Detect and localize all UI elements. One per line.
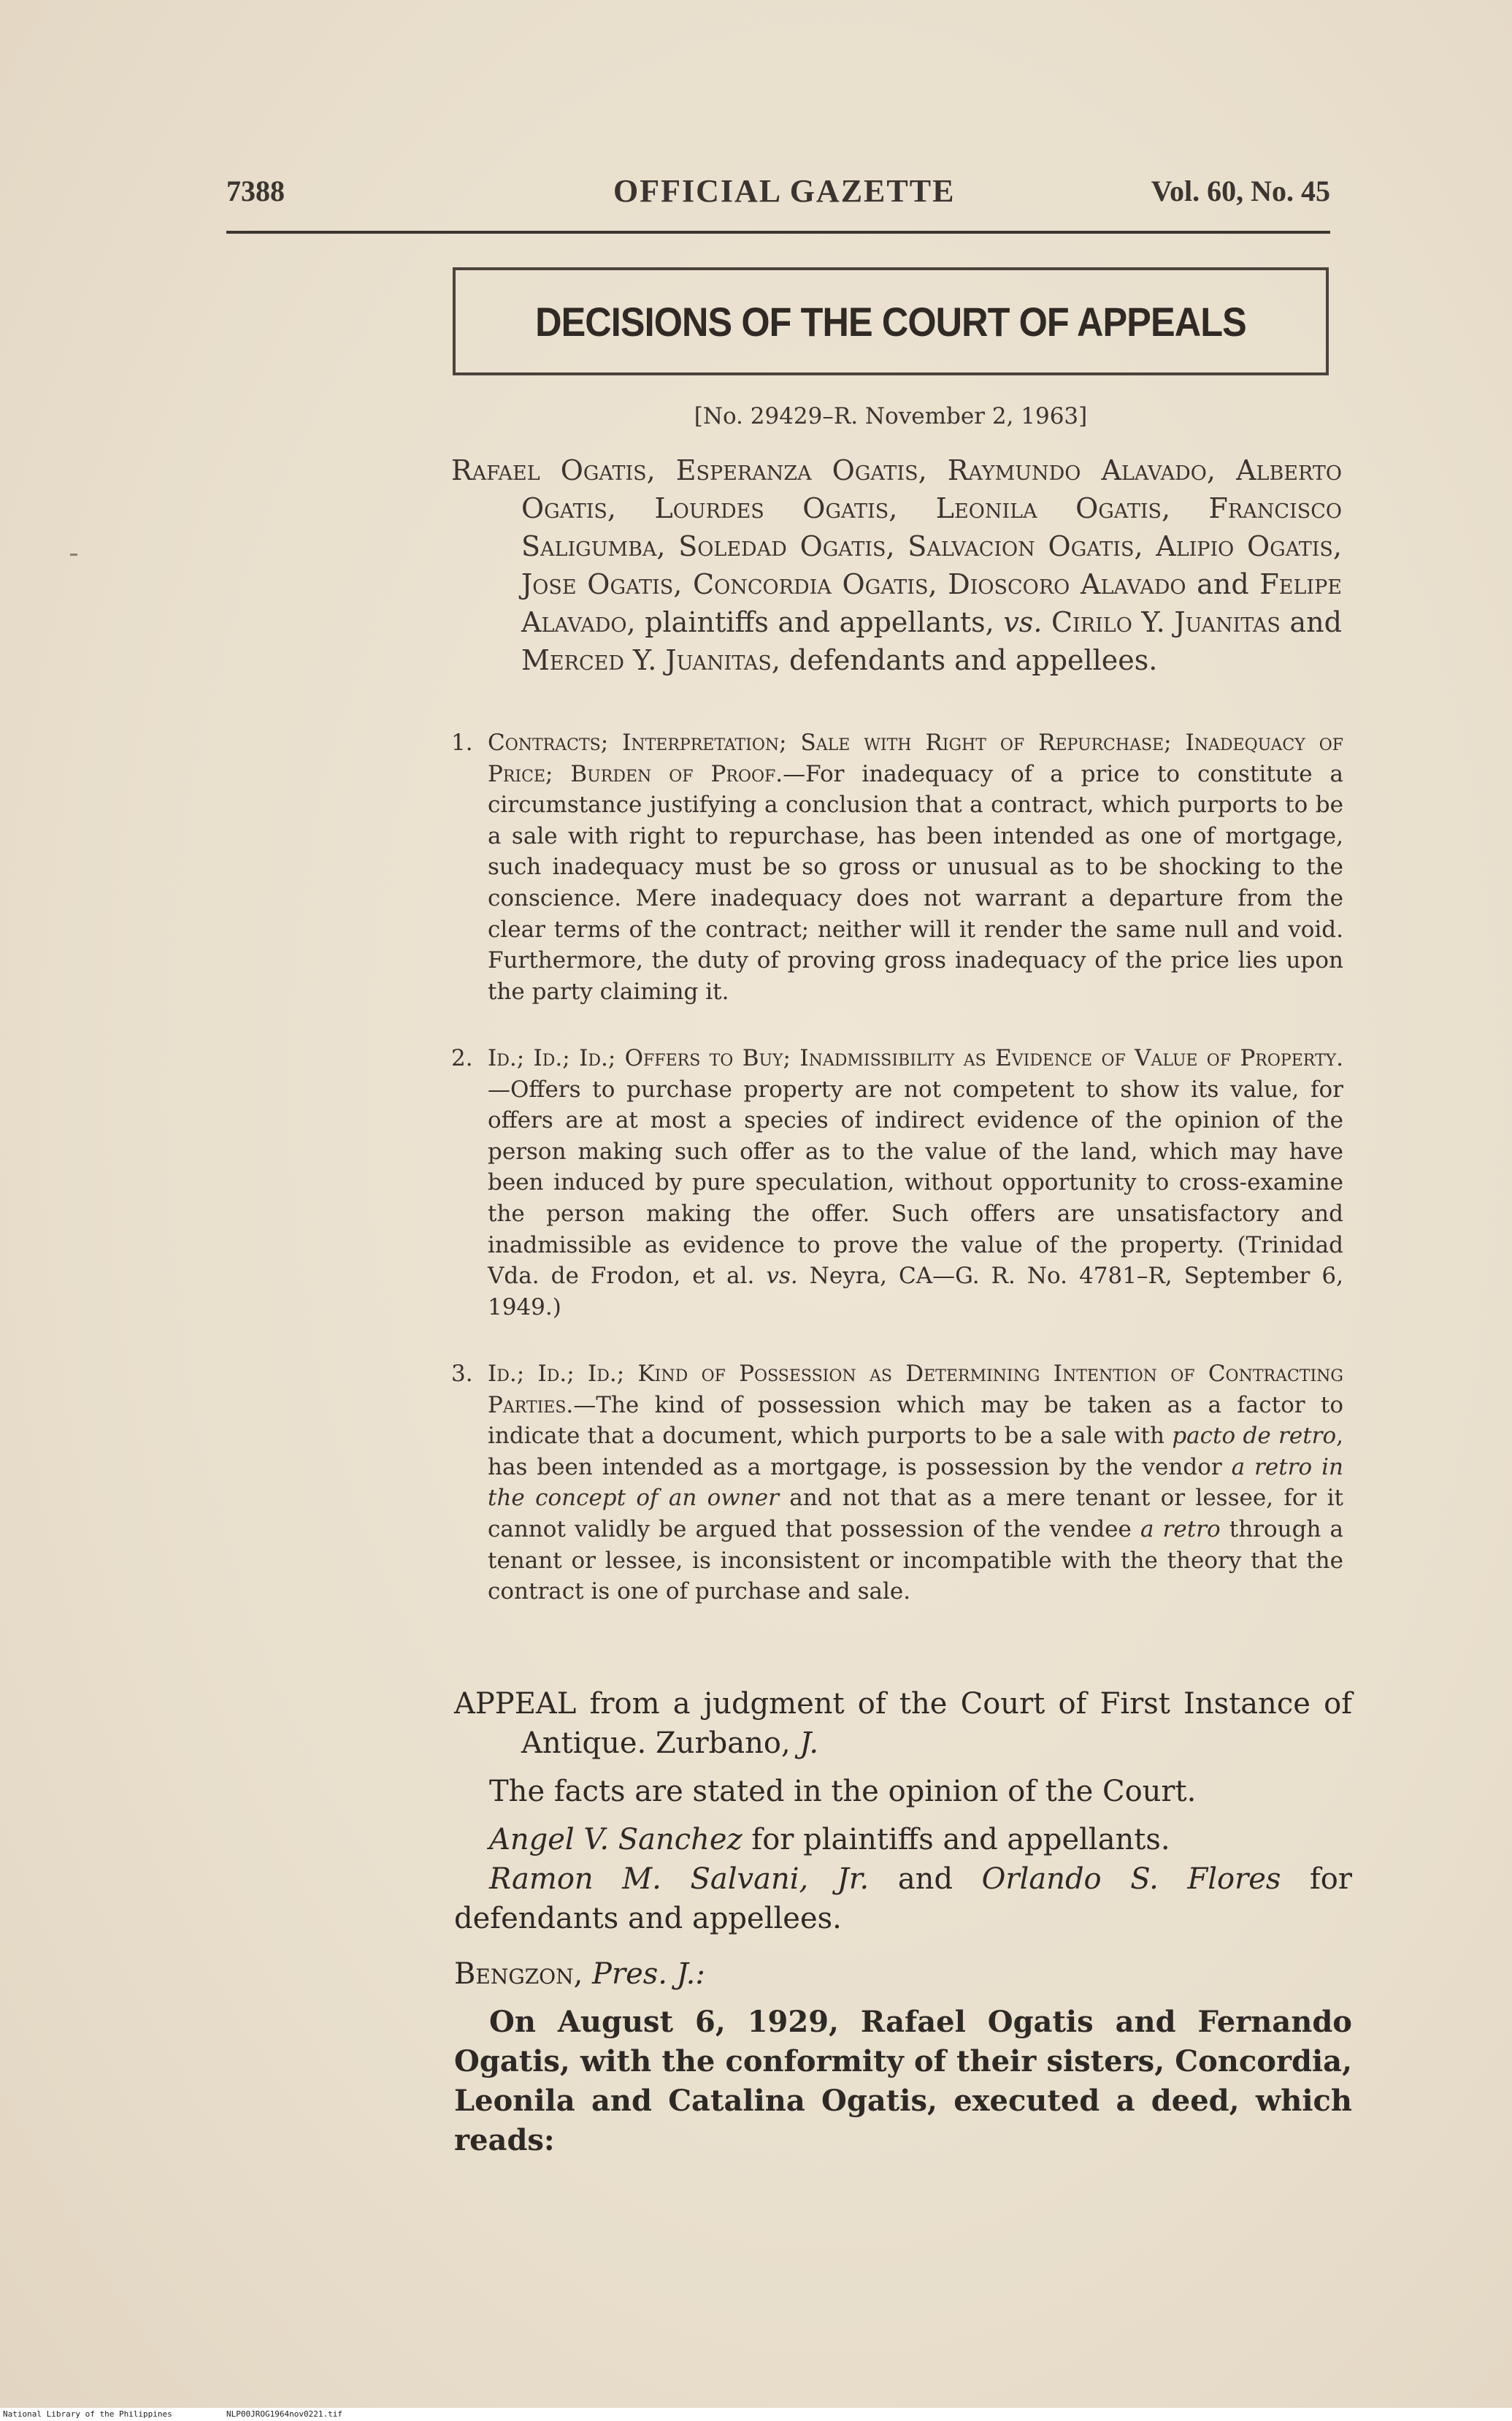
defense-counsel-1: Ramon M. Salvani, Jr. (489, 1862, 870, 1896)
defense-counsel-role: for defendants and appellees. (454, 1862, 1352, 1935)
syllabus-text: —Offers to purchase property are not competent to show its value, for offers are at most a species of indirect evidence of the opinion of the person making such offer as to the value of the land, which may have been induced by pure speculation, without opportunity to cross-examine the person making the offer. Such offers are unsatisfactory and inadmissible as evidence to prove the value of the property. (Trinidad Vda. de Frodon, et al. (488, 1076, 1343, 1290)
parties-and-1: and (1186, 568, 1260, 600)
syllabus-text: —For inadequacy of a price to constitute a circumstance justifying a conclusion that a contract, which purports to be a sale with right to repurchase, has been intended as one of mortgage, such inadequacy must be so gross or unusual as to be shocking to the conscience. Mere inadequacy does not warrant a departure from the clear terms of the contract; neither will it render the same null and void. Furthermore, the duty of proving gross inadequacy of the price lies upon the party claiming it. (488, 760, 1344, 1005)
syllabus-text: Neyra, CA—G. R. No. 4781–R, September 6, 1949.) (488, 1263, 1343, 1320)
justice-title: Pres. J.: (583, 1957, 705, 1991)
opinion-heading (454, 1954, 1352, 1994)
defendant-2: Merced Y. Juanitas (521, 644, 772, 676)
page-number: 7388 (226, 175, 285, 207)
syllabus-italic: vs. (766, 1263, 798, 1290)
appeal-text: APPEAL from a judgment of the Court of First Instance of Antique. Zurbano, (454, 1687, 1352, 1760)
case-number: [No. 29429–R. November 2, 1963] (694, 403, 1088, 429)
syllabus-number: 1. (451, 730, 473, 756)
footer-file: NLP00JROG1964nov0221.tif (226, 2409, 342, 2419)
syllabus-body (488, 1043, 1343, 1358)
syllabus-text: through a tenant or lessee, is inconsistent or incompatible with the theory that the contract is one of purchase and sale. (488, 1515, 1344, 1605)
scan-footer (0, 2408, 1512, 2421)
case-parties (451, 451, 1342, 679)
plaintiff-counsel-line (454, 1820, 1352, 1859)
syllabus-number: 2. (451, 1045, 473, 1071)
section-title-box (453, 267, 1329, 375)
syllabus-number: 3. (451, 1361, 473, 1387)
defendants-role: , defendants and appellees. (771, 644, 1158, 676)
appeal-line (454, 1684, 1352, 1763)
header-rule (226, 231, 1330, 234)
syllabus-item (451, 1043, 1343, 1358)
section-title: DECISIONS OF THE COURT OF APPEALS (535, 298, 1246, 345)
plaintiff-counsel: Angel V. Sanchez (489, 1823, 742, 1856)
parties-and-2: and (1280, 606, 1342, 638)
syllabus-body (488, 1358, 1343, 1607)
justice-name: Bengzon, (454, 1957, 583, 1991)
defendant-1: Cirilo Y. Juanitas (1051, 606, 1281, 638)
plaintiff-counsel-role: for plaintiffs and appellants. (742, 1823, 1170, 1856)
syllabus-italic: a retro in the concept of an owner (488, 1453, 1343, 1512)
defense-counsel-line (454, 1859, 1352, 1938)
scan-speck (70, 554, 77, 556)
plaintiffs-names: Rafael Ogatis, Esperanza Ogatis, Raymundo Alavado, Alberto Ogatis, Lourdes Ogatis, Leonila Ogatis, Francisco Saligumba, Soledad Ogatis, Salvacion Ogatis, Alipio Ogatis, Jose Ogatis, Concordia Ogatis, Dioscoro Alavado (451, 454, 1342, 600)
facts-statement: The facts are stated in the opinion of the Court. (489, 1775, 1197, 1808)
defense-counsel-2: Orlando S. Flores (981, 1862, 1281, 1896)
syllabus-body (488, 727, 1343, 1043)
syllabus-text: and not that as a mere tenant or lessee, for it cannot validly be argued that possession of the vendee (488, 1485, 1343, 1542)
syllabus-text: —The kind of possession which may be taken as a factor to indicate that a document, which purports to be a sale with (488, 1391, 1343, 1450)
syllabus-text: , has been intended as a mortgage, is possession by the vendor (488, 1423, 1343, 1480)
defense-counsel-and: and (869, 1862, 982, 1896)
publication-title: OFFICIAL GAZETTE (613, 173, 956, 209)
volume-number: Vol. 60, No. 45 (1151, 175, 1330, 207)
syllabus (451, 727, 1343, 1607)
running-header (226, 174, 1330, 218)
syllabus-item (451, 727, 1343, 1043)
syllabus-heads: Id.; Id.; Id.; Offers to Buy; Inadmissibility as Evidence of Value of Property. (488, 1045, 1343, 1071)
syllabus-italic: a retro (1140, 1515, 1221, 1542)
decision-body (454, 1684, 1352, 2160)
last-plaintiff: Felipe Alavado (521, 568, 1342, 638)
footer-library: National Library of the Philippines (3, 2409, 172, 2419)
opinion-opening: On August 6, 1929, Rafael Ogatis and Fernando Ogatis, with the conformity of their sisters, Concordia, Leonila and Catalina Ogatis, executed a deed, which reads: (454, 2005, 1352, 2157)
plaintiffs-role: , plaintiffs and appellants, (626, 606, 1004, 638)
versus: vs. (1003, 606, 1043, 638)
syllabus-item (451, 1358, 1343, 1607)
judge-initial: J. (799, 1726, 819, 1760)
syllabus-italic: pacto de retro (1172, 1423, 1337, 1450)
syllabus-heads: Id.; Id.; Id.; Kind of Possession as Determining Intention of Contracting Parties. (488, 1361, 1343, 1418)
syllabus-heads: Contracts; Interpretation; Sale with Right of Repurchase; Inadequacy of Price; Burden of Proof. (488, 730, 1343, 787)
